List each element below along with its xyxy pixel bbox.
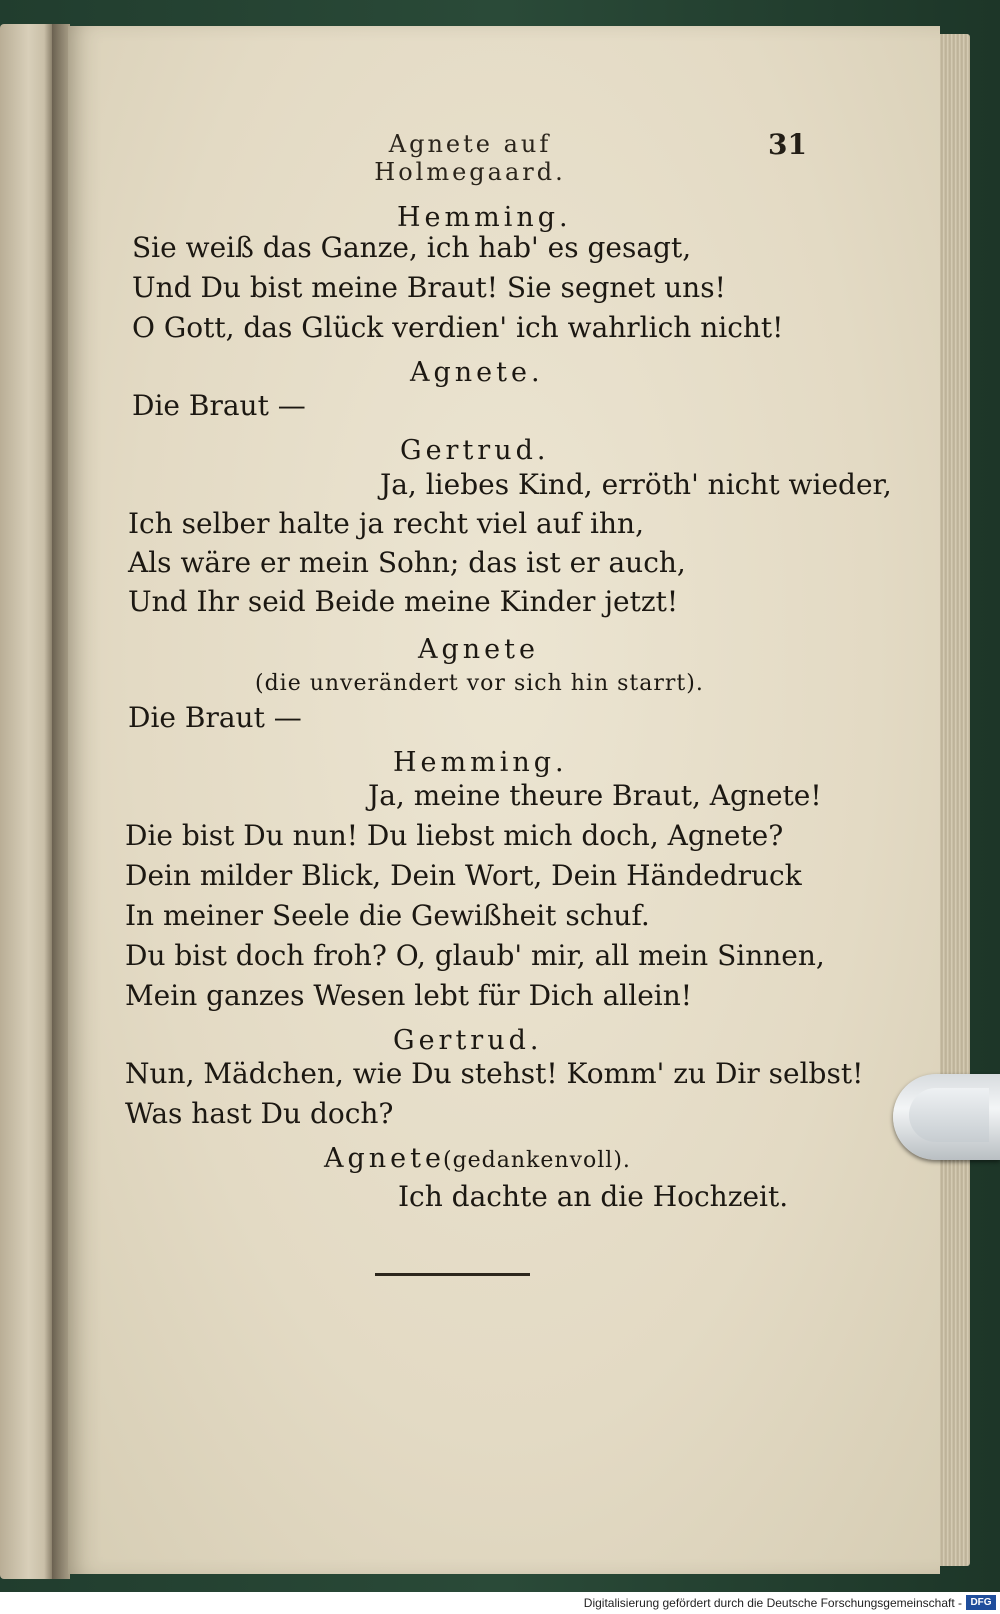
verse-line: Was hast Du doch? — [125, 1097, 394, 1130]
footer-bar — [0, 1592, 1000, 1614]
stage-direction: (gedankenvoll). — [443, 1148, 631, 1173]
verse-line: Dein milder Blick, Dein Wort, Dein Händedruck — [125, 859, 802, 892]
verse-line: Nun, Mädchen, wie Du stehst! Komm' zu Dir selbst! — [125, 1057, 864, 1090]
verse-line: Als wäre er mein Sohn; das ist er auch, — [128, 546, 686, 579]
speaker-name: Agnete — [418, 634, 539, 665]
dfg-logo-icon: DFG — [966, 1595, 996, 1610]
speaker-name: Hemming. — [393, 747, 568, 778]
verse-line: Die Braut — — [132, 389, 306, 422]
verse-line: Mein ganzes Wesen lebt für Dich allein! — [125, 979, 693, 1012]
verse-line: Ich dachte an die Hochzeit. — [398, 1180, 789, 1213]
bookmark-clip-icon — [893, 1074, 1000, 1160]
verse-line: Und Du bist meine Braut! Sie segnet uns! — [132, 271, 726, 304]
funding-credit: Digitalisierung gefördert durch die Deutsche Forschungsgemeinschaft - — [583, 1596, 962, 1610]
verse-line: In meiner Seele die Gewißheit schuf. — [125, 899, 650, 932]
running-head: Agnete auf Holmegaard. — [374, 130, 566, 186]
verse-line: O Gott, das Glück verdien' ich wahrlich nicht! — [132, 311, 784, 344]
speaker-name: Gertrud. — [400, 435, 550, 466]
verse-line: Ich selber halte ja recht viel auf ihn, — [128, 507, 644, 540]
verse-line: Die Braut — — [128, 701, 302, 734]
verse-line: Sie weiß das Ganze, ich hab' es gesagt, — [132, 231, 692, 264]
verse-line: Du bist doch froh? O, glaub' mir, all mein Sinnen, — [125, 939, 825, 972]
speaker-name: Hemming. — [397, 202, 572, 233]
speaker-name: Agnete. — [410, 357, 544, 388]
verse-line: Ja, meine theure Braut, Agnete! — [368, 779, 822, 812]
stage-direction: (die unverändert vor sich hin starrt). — [255, 671, 704, 696]
speaker-name: Agnete — [324, 1143, 445, 1174]
verse-line: Ja, liebes Kind, erröth' nicht wieder, — [380, 468, 892, 501]
speaker-name: Gertrud. — [393, 1025, 543, 1056]
verse-line: Und Ihr seid Beide meine Kinder jetzt! — [128, 585, 679, 618]
page-edges — [940, 34, 970, 1566]
verse-line: Die bist Du nun! Du liebst mich doch, Agnete? — [125, 819, 784, 852]
end-rule — [375, 1273, 530, 1276]
left-page-edge — [0, 24, 52, 1579]
page-number: 31 — [768, 128, 807, 161]
